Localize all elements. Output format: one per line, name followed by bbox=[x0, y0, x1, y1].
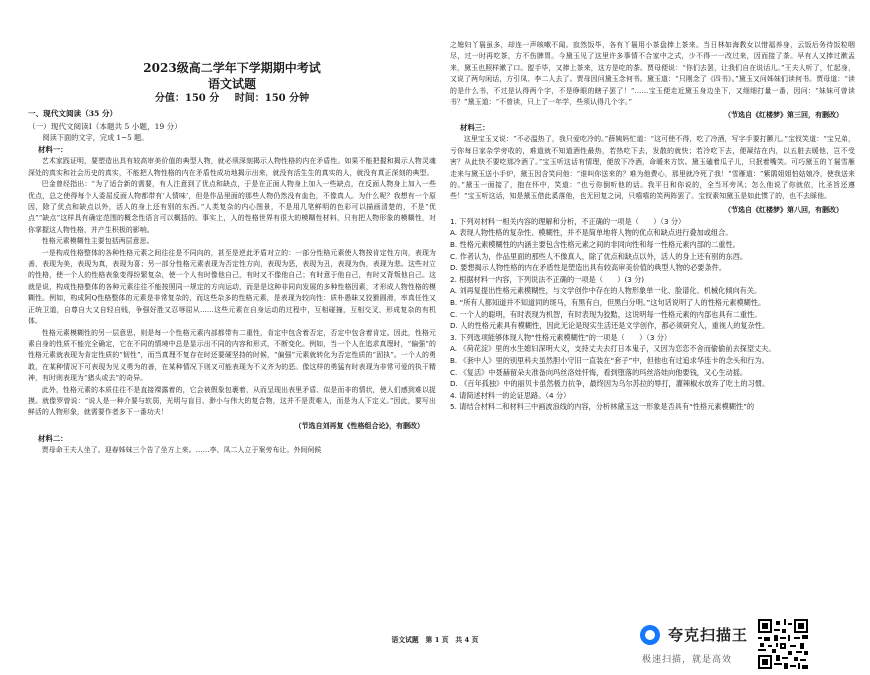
paragraph: 之媳妇丫鬟虽多，却连一声咳嗽不闻。寂然饭毕，各有丫鬟用小茶盘捧上茶来。当日林如海教女以惜福养身，云饭后务待饭粒咽尽，过一时再吃茶，方不伤脾胃。今黛玉见了这里许多事情不合家中之式，少不得一一改过来，因而接了茶。早有人又捧过漱盂来，黛玉也照样漱了口。盥手毕，又捧上茶来，这方是吃的茶。贾母便说：“你们去罢，让我们自在说话儿。”王夫人听了，忙起身，又说了两句闲话，方引凤、李二人去了。贾母因问黛玉念何书。黛玉道：“只刚念了《四书》。”黛玉又问姊妹们读何书。贾母道：“读的是什么书，不过是认得两个字，不是睁眼的瞎子罢了！”……宝玉便走近黛玉身边坐下，又细细打量一番，因问：“妹妹可曾读书？”黛玉道：“不曾读，只上了一年学，些须认得几个字。” bbox=[450, 41, 855, 107]
subsection-heading: （一）现代文阅读Ⅰ（本题共 5 小题，19 分） bbox=[28, 122, 182, 131]
exam-title: 2023级高二学年下学期期中考试 bbox=[143, 61, 321, 75]
option: D. 要想揭示人物性格的内在矛盾性是塑造出具有较高审美价值的典型人物的必要条件。 bbox=[450, 263, 727, 273]
right-column bbox=[450, 40, 855, 413]
section-heading: 一、现代文阅读（35 分） bbox=[28, 109, 118, 118]
instruction: 阅读下面的文字，完成 1~5 题。 bbox=[42, 133, 149, 142]
option: D. 人的性格元素具有模糊性，因此无论是现实生活还是文学创作，都必须研究人，重视人的复杂性。 bbox=[450, 321, 770, 331]
material-label: 材料二： bbox=[38, 433, 68, 443]
paragraph: 巴金曾经指出：“为了适合新的需要，有人注意到了优点和缺点，于是在正面人物身上加入一些缺点，在反面人物身上加入一些优点，总之使得每个人委屈反面人物都带有‘人情味’，但是作品里面的那些人物仍然没有血色，不像真人。为什么呢？我想有一个原因，除了优点和缺点以外，活人的身上还有别的东西。”人类复杂的内心图景，不是用几笔鲜明的色彩可以描画清楚的，不是“优点”“缺点”这样具有确定范围的概念性语言可以概括的。事实上，人的性格世界有很大的模糊性材料，只有把人物形象的模糊性，对你掌握这人物性格，并产生积极的影响。 bbox=[28, 180, 436, 234]
option: C. 一个人的聪明，有时表现为机智，有时表现为狡黠，这说明每一性格元素的内部也具有二重性。 bbox=[450, 309, 762, 319]
paragraph: 此外，性格元素的本质往往不是直接裸露着的，它会被假象包裹着，从而呈现出表里矛盾、似是而非的情状，使人们感到难以捉摸。就像罗曾说：“说人是一种介要与软弱，光明与盲目、渺小与伟大的复合物，这并不是责难人，而是为人下定义。”因此，要写出鲜活的人物形象，就需要作者多下一番功夫！ bbox=[28, 385, 436, 417]
exam-time: 时间：150 分钟 bbox=[234, 93, 310, 104]
quark-logo-icon bbox=[640, 625, 660, 645]
question: 2. 根据材料一内容，下列说法不正确的一项是（ ）(3 分) bbox=[450, 274, 645, 284]
brand-slogan: 极速扫描，就是高效 bbox=[642, 655, 733, 665]
paragraph: 贾母命王夫人坐了。迎春姊妹三个告了坐方上来。……李、凤二人立于案旁布让。外间伺候 bbox=[41, 445, 322, 454]
paragraph: 性格元素模糊性的另一层意思，则是每一个性格元素内部都带有二重性，肯定中包含着否定，否定中包含着肯定。因此，性格元素自身的性质不能完全确定，它在不同的情境中总是显示出不同的内容和形式，不断变化。例如，当一个人在追求真理时，“偏强”的性格元素就表现为肯定性质的“韧性”，而当真理不复存在时还要硬坚持的时候，“偏强”元素就转化为否定性质的“固执”。一个人的勇敢，在某种情况下可表现为见义勇为的善，在某种情况下则又可能表现为不义齐为的恶。像这样的勇猛有时表现为非常可爱的执干精神，有时则表现为“猪头或去”的奇异。 bbox=[28, 328, 436, 383]
exam-score: 分值：150 分 bbox=[154, 93, 220, 104]
exam-subtitle: 语文试题 bbox=[207, 77, 256, 91]
question: 3. 下列选项能够体现人物“性格元素模糊性”的一项是（ ）（3 分） bbox=[450, 332, 672, 342]
paragraph: 艺术家践证明，要塑造出具有较高审美价值的典型人物，就必须深刻揭示人物性格的内在矛盾性。如果不能把握和揭示人物灵魂深处的真实和社会历史的真实，不能把人物性格的内在矛盾性成功地揭示出来，就没有活生生的真实的人，就没有真正深刻的典型。 bbox=[28, 157, 436, 177]
scanner-watermark bbox=[634, 616, 864, 672]
question: 1. 下列对材料一相关内容的理解和分析，不正确的一项是（ ）（3 分） bbox=[450, 216, 686, 226]
page-footer: 语文试题 第 1 页 共 4 页 bbox=[391, 636, 479, 644]
question: 4. 请简述材料一的论证思路。（4 分） bbox=[450, 390, 571, 400]
source-note: （节选自刘再复《性格组合论》，有删改） bbox=[294, 420, 424, 430]
option: D. 《百年孤独》中的丽贝卡虽然极力抗争，最终因为乌尔苏拉的辱打，灌辣椒水放弃了吃土的习惯。 bbox=[450, 379, 770, 389]
qr-code-icon bbox=[758, 619, 808, 669]
material-label: 材料三： bbox=[460, 123, 490, 133]
paragraph: 一是构成性格整体的各种性格元素之间往往是不同向的，甚至是逆此矛盾对立的：一部分性格元素使人物按肯定性方向，表现为善，表现为美，表现为真，表现为喜；另一部分性格元素表现为否定性方向，表现为恶，表现为丑，表现为伪，表现为悲。这些对立的性格，使一个人的性格表象变得纷繁复杂，使一个人有时像他自己，有时又不像他自己；有时意于他自己，有时又背叛他自己。这就是说，构成性格整体的各种元素往往不能按照同一规定的方向运动，而是是这种非同向发展的多种性格因素，才形成人物性格的模糊性。例如，构成阿Q性格整体的元素是非常复杂的，而这些杂多的性格元素，是表现为较向性：质朴愚昧又狡猾圆滑，率真任性又正统卫道，自尊自大又自轻自贱，争强好胜又忍辱屈从……这些元素在自身运动的过程中，互相碰撞，互相交叉，形成复杂的有机体。 bbox=[28, 248, 436, 326]
option: B. “所有人都知道并不知道同的斑马，有黑有白，但黑白分明。”这句话说明了人的性格元素模糊性。 bbox=[450, 298, 766, 308]
source-note: （节选自《红楼梦》第三回，有删改） bbox=[724, 110, 843, 120]
exam-meta bbox=[28, 92, 436, 106]
source-note: （节选自《红楼梦》第八回，有删改） bbox=[724, 204, 843, 214]
option: C. 作者认为，作品里面的那些人不像真人，除了优点和缺点以外，活人的身上还有别的东西。 bbox=[450, 251, 748, 261]
brand-name: 夸克扫描王 bbox=[668, 626, 749, 644]
paragraph: 这里宝玉又说：“不必温热了，我只爱吃冷的。”薛姨妈忙道：“这可使不得，吃了冷酒，写字手要打颤儿。”宝钗笑道：“宝兄弟，亏你每日家杂学旁收的，难道就不知道酒性最热，若热吃下去，发散的就快；若冷吃下去，便凝结在内，以五脏去暖他，岂不受害？从此快不要吃那冷酒了。”宝玉听这话有情理，便放下冷酒，命暖来方饮。黛玉磕着瓜子儿，只抿着嘴笑。可巧黛玉的丫鬟雪雁走来与黛玉送小手炉，黛玉因含笑问他：“谁叫你送来的？难为他费心，那里就冷死了我！”雪雁道：“紫鹃姐姐怕姑娘冷，使我送来的。”黛玉一面接了，抱在怀中，笑道：“也亏你倒听他的话。我平日和你说的，全当耳旁风；怎么他说了你就依，比圣旨还遵些！”宝玉听这话，知是黛玉借此奚落他，也无回复之词，只嘻嘻的笑两阵罢了。宝钗素知黛玉是如此惯了的，也不去睬他。 bbox=[450, 135, 855, 201]
left-column bbox=[28, 40, 436, 456]
option: B. 《套中人》里的别里科夫虽然胆小守旧一直装在“套子”中，但他也有过追求华连卡的念头和行为。 bbox=[450, 356, 769, 365]
paragraph: 性格元素模糊性主要包括两层意思。 bbox=[41, 237, 154, 246]
material-label: 材料一： bbox=[38, 145, 68, 155]
question: 5. 请结合材料二和材料三中画波浪线的内容，分析林黛玉这一形象是否具有“性格元素模糊性”的 bbox=[450, 402, 755, 412]
option: A. 表现人物性格的复杂性、模糊性，并不是简单地将人物的优点和缺点进行叠加或组合。 bbox=[450, 228, 733, 238]
exam-header bbox=[28, 60, 436, 106]
option: B. 性格元素模糊性的内涵主要包含性格元素之间的非同向性和每一性格元素内部的二重性。 bbox=[450, 240, 740, 250]
option: A. 《荷花淀》里的水生媳妇深明大义，支持丈夫去打日本鬼子，又因为恋恋不舍而偷偷前去探望丈夫。 bbox=[450, 344, 776, 354]
option: A. 刘再复提出性格元素模糊性，与文学创作中存在的人物形象单一化、脸谱化、机械化倾向有关。 bbox=[450, 286, 762, 296]
option: C. 《复活》中聂赫留朵夫准备向玛丝洛娃忏悔，看到堕落的玛丝洛娃向他要钱，又心生动摇。 bbox=[450, 367, 748, 377]
